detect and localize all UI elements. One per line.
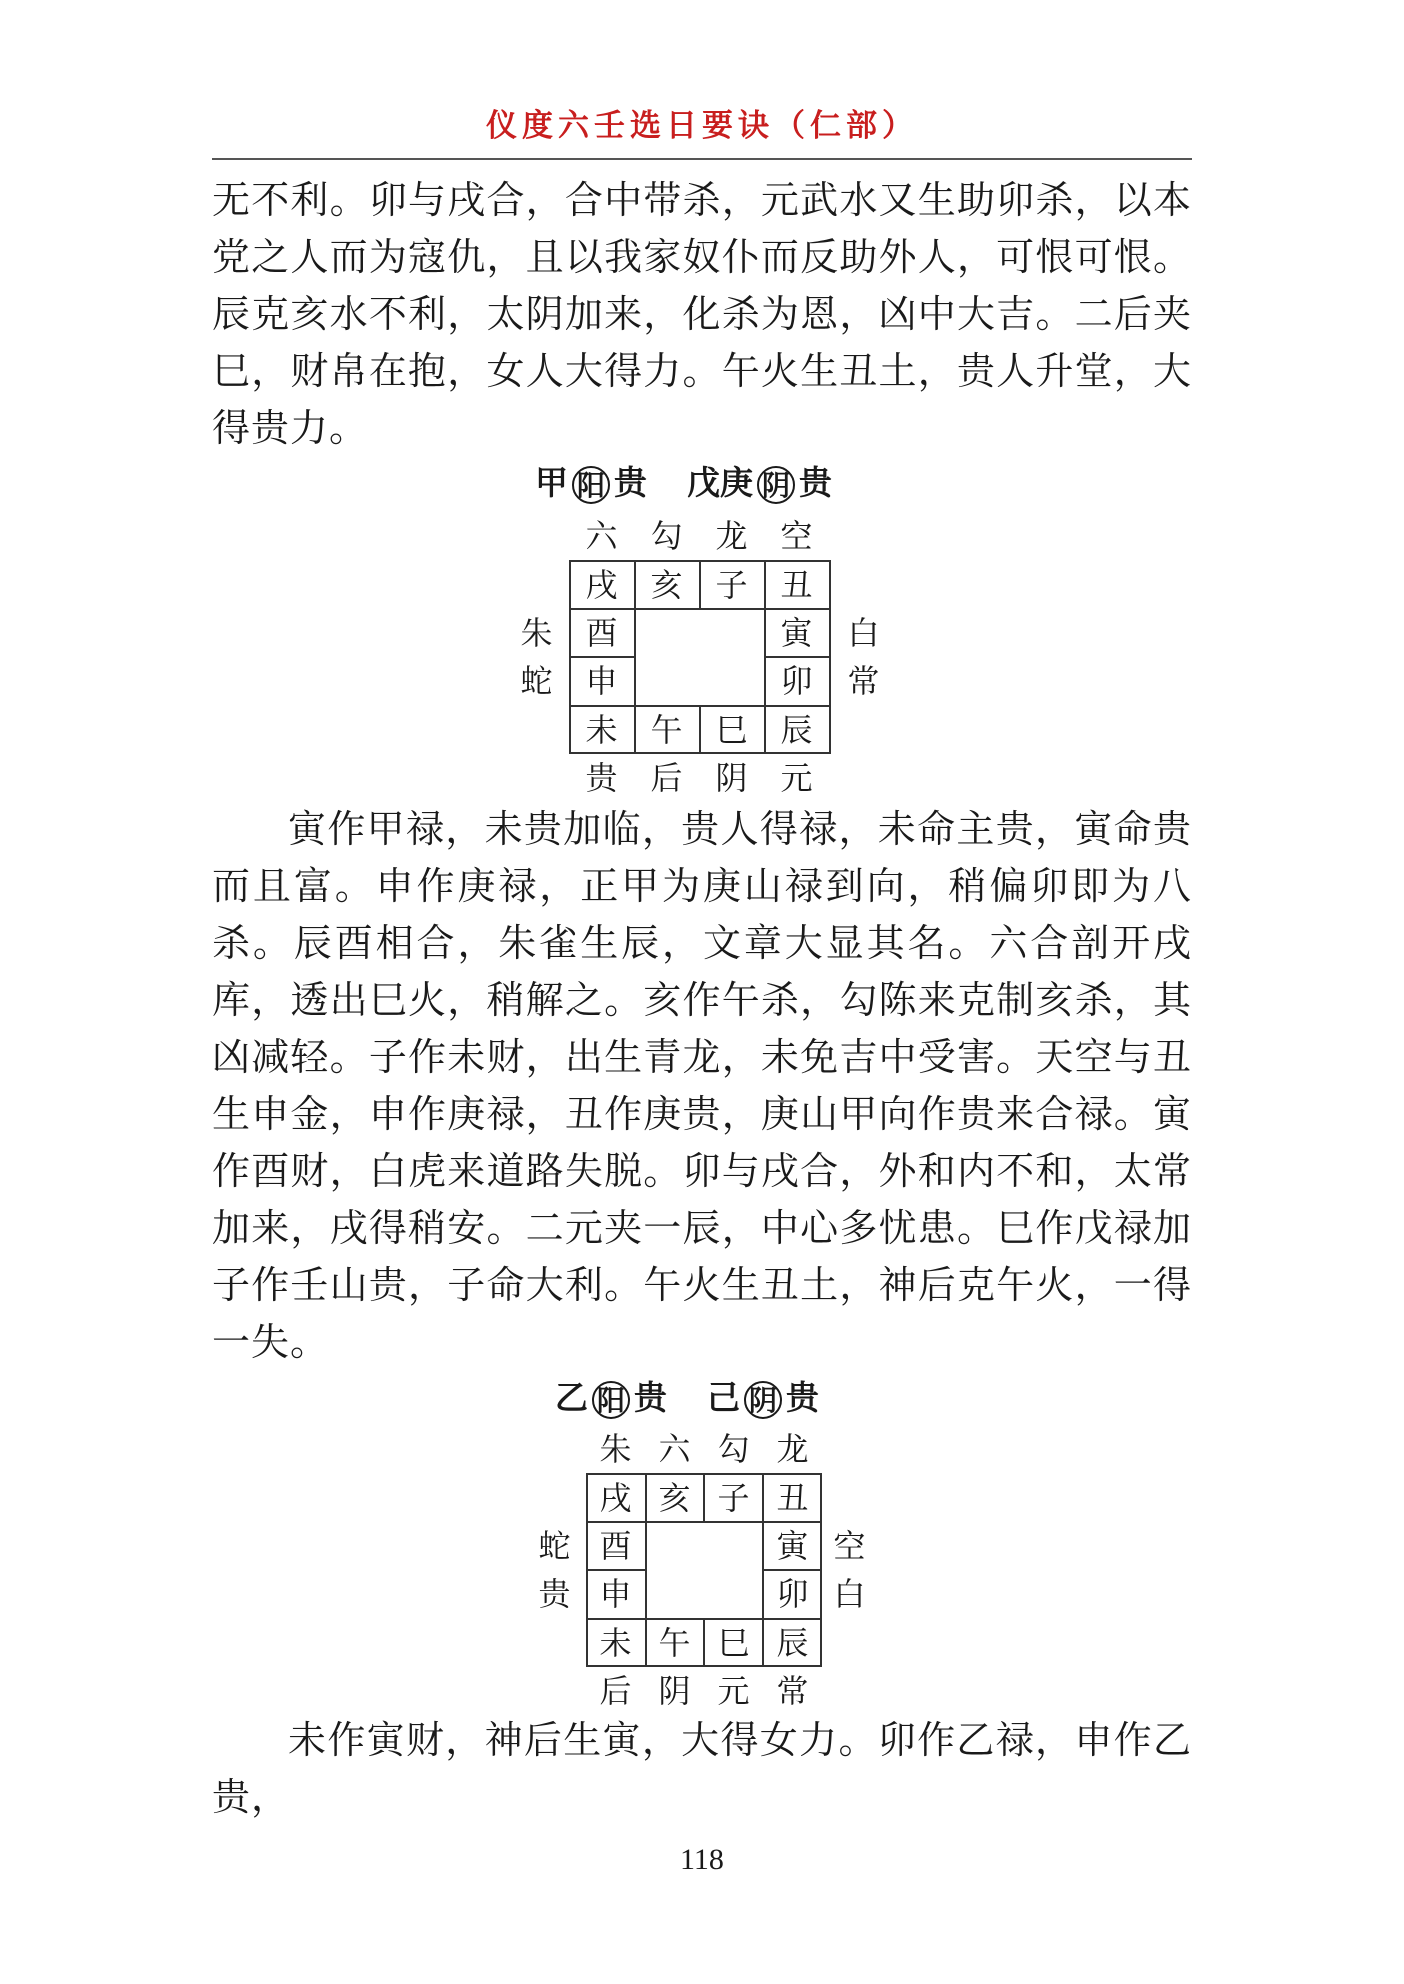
chart1-right-label: 常 <box>847 662 880 700</box>
chart1-title-c: 戊庚 <box>687 463 753 502</box>
chart2-title-b: 贵 <box>634 1378 667 1417</box>
paragraph-2: 寅作甲禄，未贵加临，贵人得禄，未命主贵，寅命贵而且富。申作庚禄，正甲为庚山禄到向，稍偏卯即为八杀。辰酉相合，朱雀生辰，文章大显其名。六合剖开戌库，透出巳火，稍解之。亥作午杀，勾陈来克制亥杀，其凶减轻。子作未财，出生青龙，未免吉中受害。天空与丑生申金，申作庚禄，丑作庚贵，庚山甲向作贵来合禄。寅作酉财，白虎来道路失脱。卯与戌合，外和内不和，太常加来，戌得稍安。二元夹一辰，中心多忧患。巳作戊禄加子作壬山贵，子命大利。午火生丑土，神后克午火，一得一失。 <box>212 807 1192 1364</box>
chart1-bottom-label: 贵 <box>585 759 618 797</box>
chart2-title-d: 贵 <box>786 1378 819 1417</box>
chart1-right-label: 白 <box>847 614 880 652</box>
chart2-left-label: 贵 <box>538 1575 571 1613</box>
chart2-top-label: 龙 <box>776 1430 809 1468</box>
chart2-title <box>555 1372 819 1419</box>
chart1-title-a: 甲 <box>535 463 568 502</box>
chart2-cell: 未 <box>599 1624 632 1662</box>
yin-circle-icon: 阴 <box>744 1381 782 1419</box>
chart2-cell: 卯 <box>776 1575 809 1613</box>
chart2-cell: 酉 <box>599 1527 632 1565</box>
chart2-top-label: 勾 <box>717 1430 750 1468</box>
yang-circle-icon: 阳 <box>572 466 610 504</box>
chart1-cell: 申 <box>585 662 618 700</box>
chart1-cell: 未 <box>585 711 618 749</box>
chart2-cell: 亥 <box>658 1479 691 1517</box>
chart2-top-label: 朱 <box>599 1430 632 1468</box>
chart2-right-label: 空 <box>833 1527 866 1565</box>
chart1-left-label: 蛇 <box>520 662 553 700</box>
chart2-cell: 辰 <box>776 1624 809 1662</box>
chart1-cell: 子 <box>715 566 748 604</box>
chart2-bottom-label: 元 <box>717 1672 750 1710</box>
chart2-cell: 午 <box>658 1624 691 1662</box>
chart1-cell: 卯 <box>780 662 813 700</box>
chart2-cell: 子 <box>717 1479 750 1517</box>
chart2-cell: 申 <box>599 1575 632 1613</box>
chart1-cell: 丑 <box>780 566 813 604</box>
chart1-cell: 亥 <box>650 566 683 604</box>
chart1-cell: 午 <box>650 711 683 749</box>
chart1-cell: 酉 <box>585 614 618 652</box>
chart1-bottom-label: 元 <box>780 759 813 797</box>
chart2-cell: 丑 <box>776 1479 809 1517</box>
chart2-cell: 戌 <box>599 1479 632 1517</box>
chart2-bottom-label: 后 <box>599 1672 632 1710</box>
chart2-left-label: 蛇 <box>538 1527 571 1565</box>
chart1-title-d: 贵 <box>799 463 832 502</box>
page-number: 118 <box>680 1843 724 1876</box>
chart2-title-c: 己 <box>707 1378 740 1417</box>
chart1-top-label: 空 <box>780 517 813 555</box>
chart1-top-label: 勾 <box>650 517 683 555</box>
chart2-bottom-label: 阴 <box>658 1672 691 1710</box>
chart1-cell: 巳 <box>715 711 748 749</box>
yin-circle-icon: 阴 <box>757 466 795 504</box>
paragraph-3: 未作寅财，神后生寅，大得女力。卯作乙禄，申作乙贵， <box>212 1718 1192 1819</box>
chart1-top-label: 龙 <box>715 517 748 555</box>
chart2-top-label: 六 <box>658 1430 691 1468</box>
chart1-cell: 戌 <box>585 566 618 604</box>
yang-circle-icon: 阳 <box>592 1381 630 1419</box>
paragraph-1: 无不利。卯与戌合，合中带杀，元武水又生助卯杀，以本党之人而为寇仇，且以我家奴仆而反助外人，可恨可恨。辰克亥水不利，太阴加来，化杀为恩，凶中大吉。二后夹巳，财帛在抱，女人大得力。午火生丑土，贵人升堂，大得贵力。 <box>212 178 1192 450</box>
chart1-left-label: 朱 <box>520 614 553 652</box>
header-rule <box>212 158 1192 160</box>
chart1-title-b: 贵 <box>614 463 647 502</box>
chart1-bottom-label: 阴 <box>715 759 748 797</box>
chart1-title <box>535 457 832 504</box>
chart2-title-a: 乙 <box>555 1378 588 1417</box>
chart1-cell: 辰 <box>780 711 813 749</box>
chart1-top-label: 六 <box>585 517 618 555</box>
chart2-cell: 巳 <box>717 1624 750 1662</box>
chart1-bottom-label: 后 <box>650 759 683 797</box>
chart2-bottom-label: 常 <box>776 1672 809 1710</box>
chart1-cell: 寅 <box>780 614 813 652</box>
chart2-cell: 寅 <box>776 1527 809 1565</box>
running-header: 仪度六壬选日要诀（仁部） <box>486 108 918 144</box>
chart2-right-label: 白 <box>833 1575 866 1613</box>
